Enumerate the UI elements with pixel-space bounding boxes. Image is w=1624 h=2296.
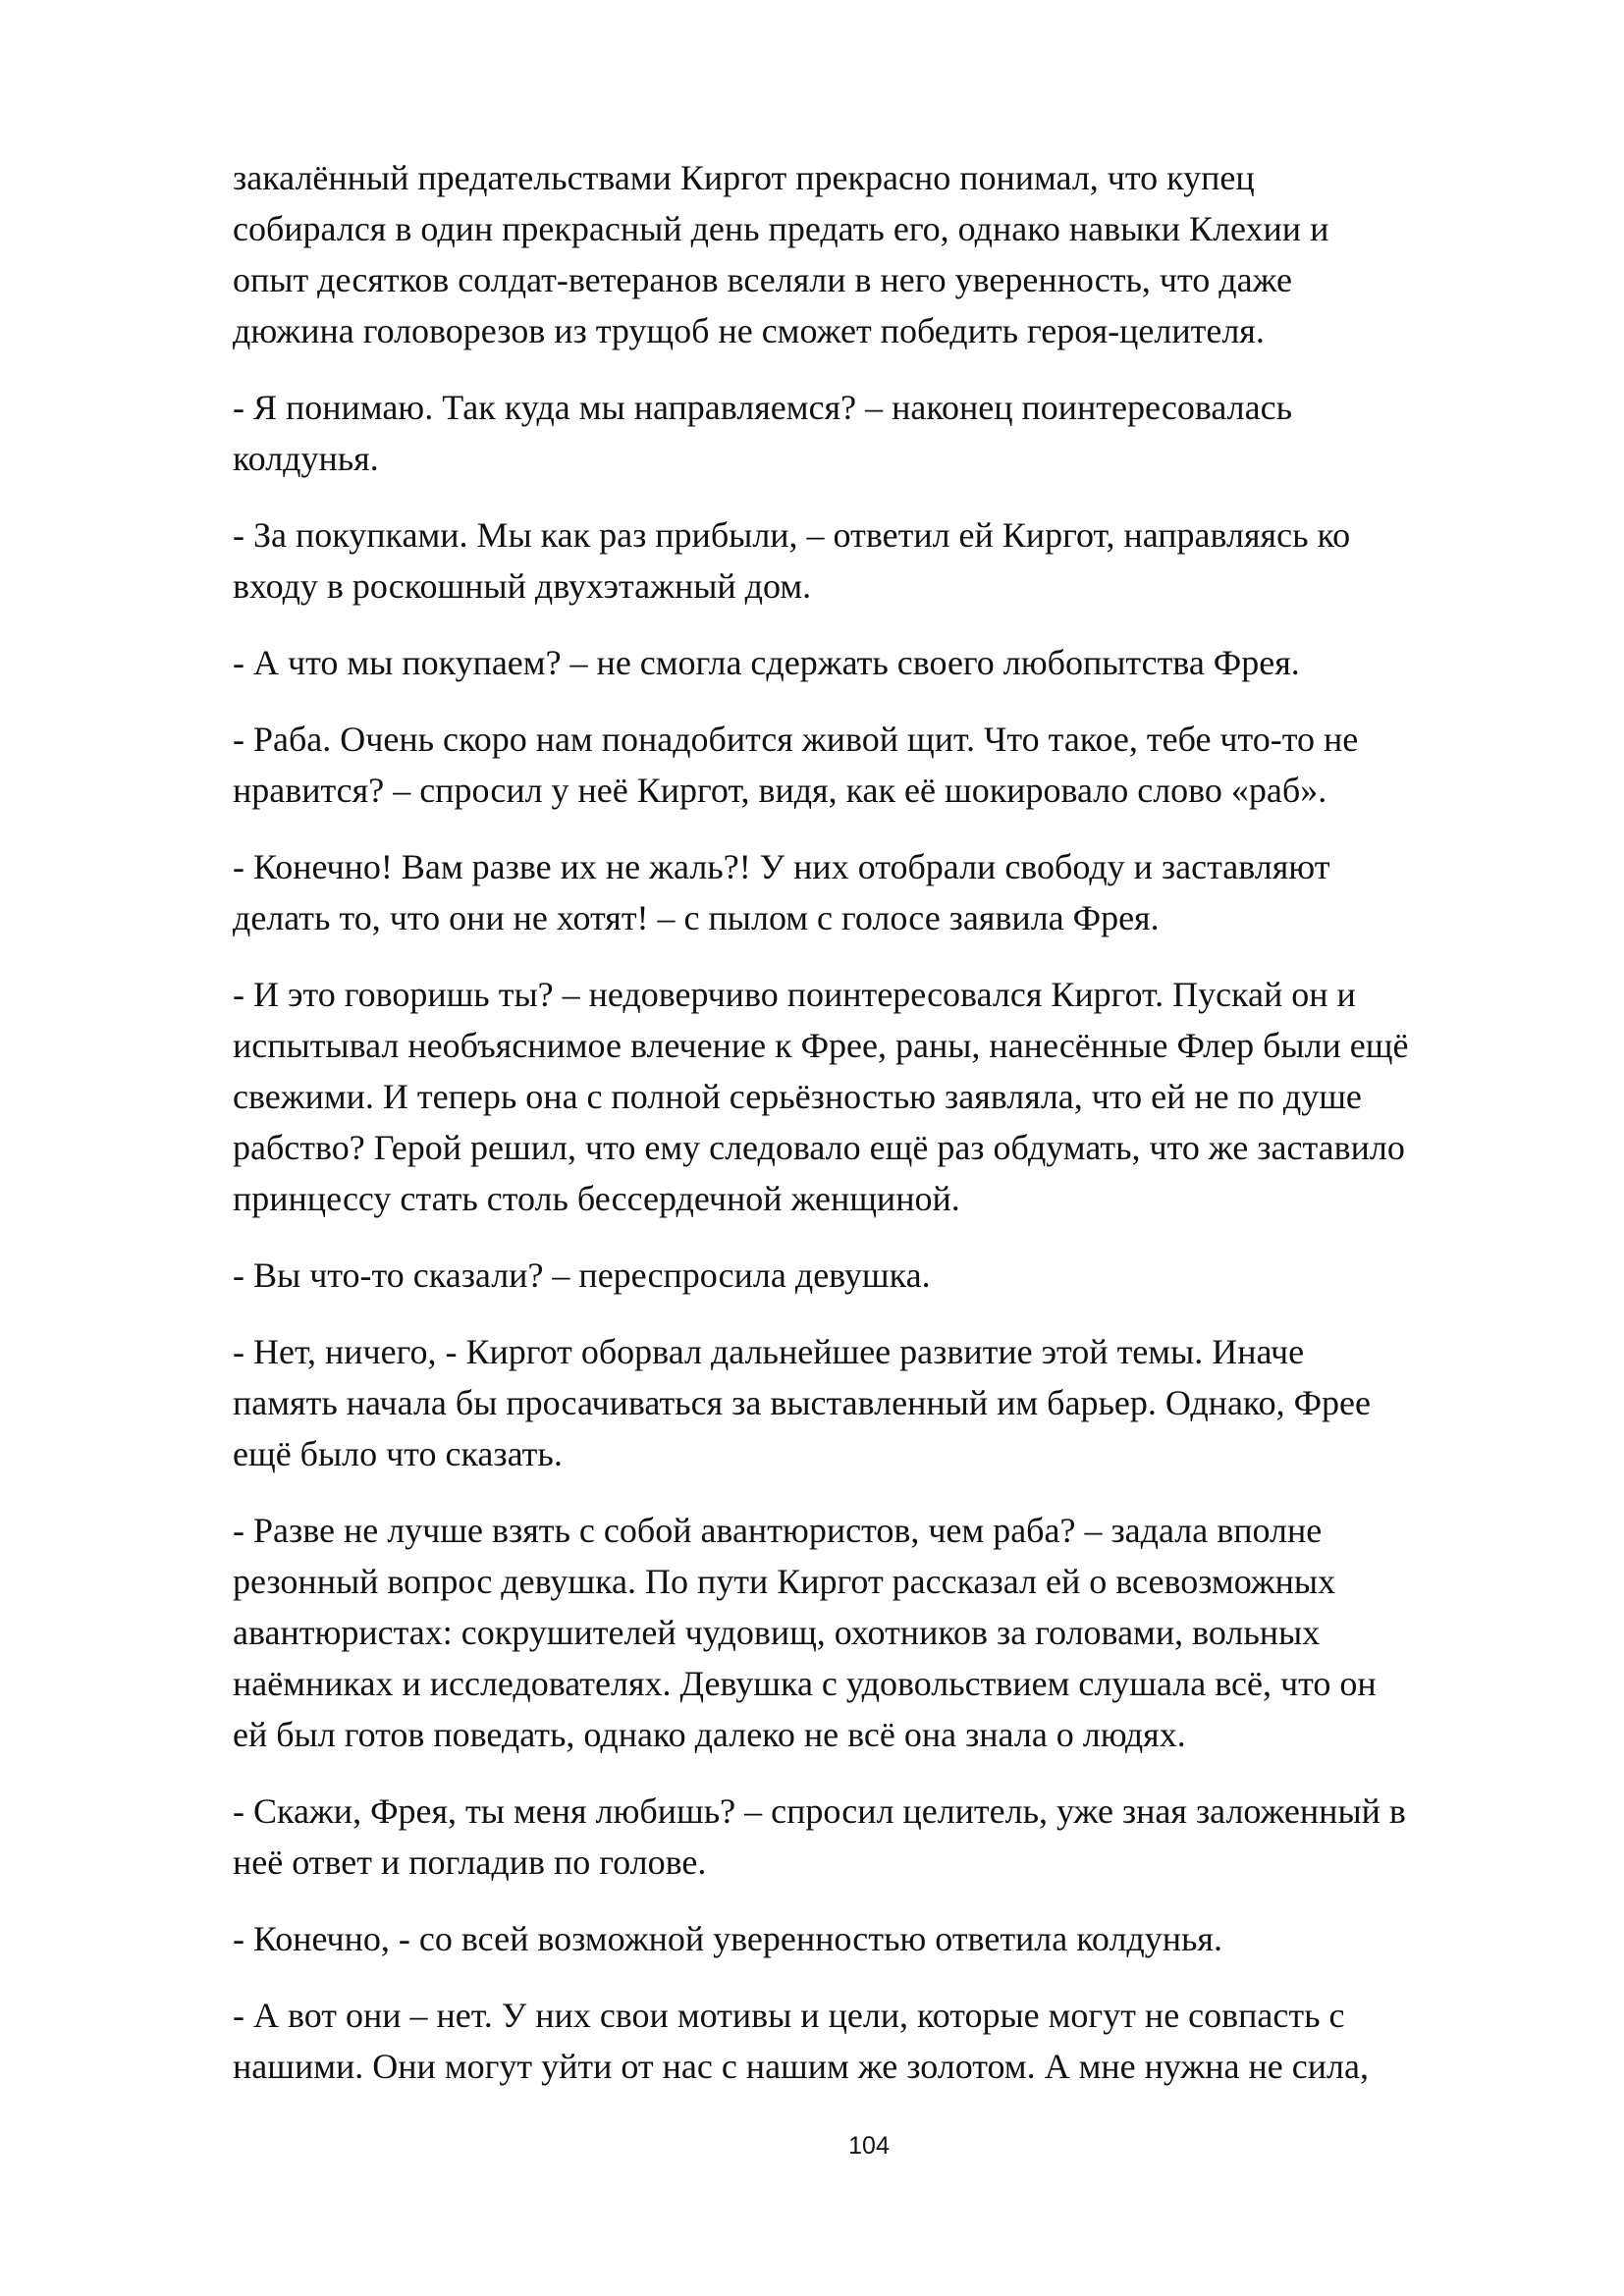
text-line: - Разве не лучше взять с собой авантюристов, чем раба? – задала вполне	[233, 1511, 1323, 1550]
page-number: 104	[848, 2132, 890, 2160]
paragraph	[233, 1990, 1539, 2092]
text-line: нравится? – спросил у неё Киргот, видя, как её шокировало слово «раб».	[233, 771, 1327, 810]
text-line: - И это говоришь ты? – недоверчиво поинтересовался Киргот. Пускай он и	[233, 975, 1356, 1014]
text-line: делать то, что они не хотят! – с пылом с голосе заявила Фрея.	[233, 898, 1160, 937]
text-line: ей был готов поведать, однако далеко не всё она знала о людях.	[233, 1715, 1186, 1754]
text-line: дюжина головорезов из трущоб не сможет победить героя-целителя.	[233, 311, 1265, 350]
text-line: рабство? Герой решил, что ему следовало ещё раз обдумать, что же заставило	[233, 1128, 1405, 1167]
paragraph	[233, 152, 1539, 356]
paragraph	[233, 841, 1539, 943]
text-line: входу в роскошный двухэтажный дом.	[233, 566, 812, 606]
paragraph	[233, 1505, 1539, 1760]
paragraph	[233, 714, 1539, 816]
text-line: колдунья.	[233, 439, 379, 478]
paragraph	[233, 1326, 1539, 1479]
paragraph	[233, 1786, 1539, 1888]
text-line: принцессу стать столь бессердечной женщиной.	[233, 1179, 960, 1218]
paragraph	[233, 637, 1539, 688]
body-text	[233, 152, 1539, 2117]
paragraph	[233, 1913, 1539, 1964]
text-line: закалённый предательствами Киргот прекрасно понимал, что купец	[233, 158, 1255, 197]
text-line: - Конечно, - со всей возможной уверенностью ответила колдунья.	[233, 1919, 1222, 1958]
paragraph	[233, 382, 1539, 484]
text-line: наёмниках и исследователях. Девушка с удовольствием слушала всё, что он	[233, 1664, 1377, 1703]
text-line: - Раба. Очень скоро нам понадобится живой щит. Что такое, тебе что-то не	[233, 720, 1359, 759]
text-line: - Вы что-то сказали? – переспросила девушка.	[233, 1255, 931, 1295]
text-line: собирался в один прекрасный день предать его, однако навыки Клехии и	[233, 209, 1329, 248]
text-line: - За покупками. Мы как раз прибыли, – ответил ей Киргот, направляясь ко	[233, 515, 1351, 555]
paragraph	[233, 969, 1539, 1224]
text-line: - Нет, ничего, - Киргот оборвал дальнейшее развитие этой темы. Иначе	[233, 1332, 1305, 1371]
text-line: память начала бы просачиваться за выставленный им барьер. Однако, Фрее	[233, 1383, 1371, 1422]
text-line: - Скажи, Фрея, ты меня любишь? – спросил целитель, уже зная заложенный в	[233, 1791, 1406, 1831]
text-line: - Конечно! Вам разве их не жаль?! У них отобрали свободу и заставляют	[233, 847, 1330, 886]
text-line: нашими. Они могут уйти от нас с нашим же золотом. А мне нужна не сила,	[233, 2047, 1369, 2086]
text-line: резонный вопрос девушка. По пути Киргот рассказал ей о всевозможных	[233, 1562, 1336, 1601]
text-line: - Я понимаю. Так куда мы направляемся? – наконец поинтересовалась	[233, 388, 1293, 427]
paragraph	[233, 1250, 1539, 1301]
paragraph	[233, 509, 1539, 612]
text-line: испытывал необъяснимое влечение к Фрее, раны, нанесённые Флер были ещё	[233, 1026, 1409, 1065]
text-line: ещё было что сказать.	[233, 1434, 563, 1473]
text-line: неё ответ и погладив по голове.	[233, 1842, 707, 1882]
text-line: - А что мы покупаем? – не смогла сдержать своего любопытства Фрея.	[233, 643, 1300, 682]
text-line: - А вот они – нет. У них свои мотивы и цели, которые могут не совпасть с	[233, 1996, 1345, 2035]
text-line: опыт десятков солдат-ветеранов вселяли в него уверенность, что даже	[233, 260, 1292, 299]
text-line: свежими. И теперь она с полной серьёзностью заявляла, что ей не по душе	[233, 1077, 1362, 1116]
text-line: авантюристах: сокрушителей чудовищ, охотников за головами, вольных	[233, 1613, 1321, 1652]
